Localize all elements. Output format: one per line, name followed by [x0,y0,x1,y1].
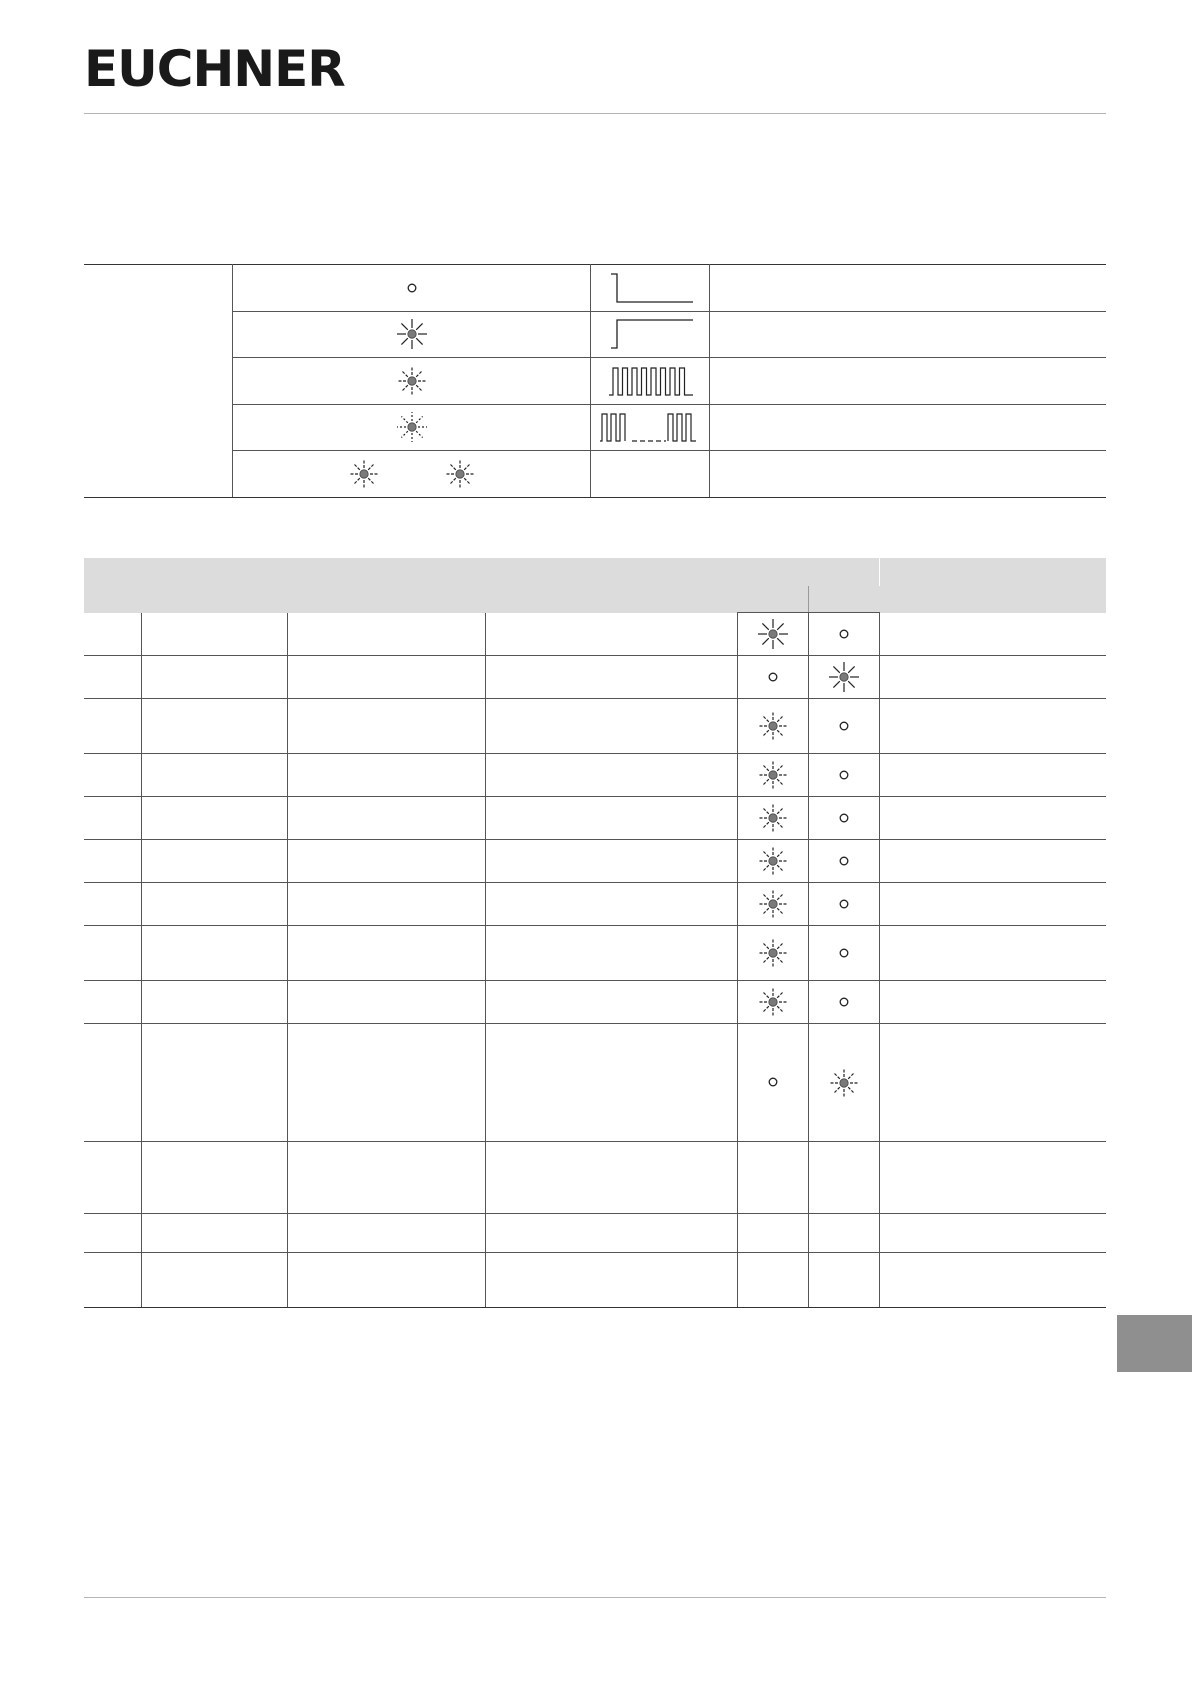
cell-col4 [485,1142,737,1214]
led-off-icon [837,768,851,782]
cell-no [84,883,141,926]
cell-col3 [287,1214,485,1253]
cell-col4 [485,754,737,797]
cell-col4 [485,1024,737,1142]
legend-label-cell [84,265,233,312]
cell-col7 [879,797,1106,840]
header-cell-led-a [737,586,808,613]
header-cell-7 [879,558,1106,613]
cell-col2 [141,754,287,797]
legend-description-cell [710,311,1107,358]
cell-led-a [737,981,808,1024]
cell-no [84,699,141,754]
cell-led-b [808,883,879,926]
cell-led-b [808,1253,879,1308]
led-flash-fast-icon [757,986,789,1018]
cell-led-b [808,797,879,840]
cell-col7 [879,1024,1106,1142]
legend-description-cell [710,451,1107,498]
led-flash-fast-icon [396,365,428,397]
table-row [84,1024,1106,1142]
legend-row [84,451,1106,498]
table-row [84,883,1106,926]
table-row [84,926,1106,981]
table-row [84,1142,1106,1214]
cell-col3 [287,754,485,797]
cell-col3 [287,981,485,1024]
cell-led-a [737,754,808,797]
cell-col7 [879,613,1106,656]
legend-row [84,358,1106,405]
led-off-icon [837,946,851,960]
cell-no [84,1253,141,1308]
cell-col4 [485,1214,737,1253]
led-flash-fast-icon [757,710,789,742]
cell-led-a [737,613,808,656]
footer-rule [84,1597,1106,1598]
header-cell-2 [141,558,287,613]
cell-no [84,797,141,840]
cell-col2 [141,840,287,883]
legend-row [84,311,1106,358]
legend-description-cell [710,358,1107,405]
legend-symbol-cell [233,265,591,312]
led-flash-fast-icon [757,802,789,834]
led-off-icon [837,719,851,733]
cell-led-b [808,926,879,981]
led-off-icon [405,281,419,295]
legend-signal-cell [591,404,710,451]
cell-led-a [737,840,808,883]
signal-pulse-burst-icon [598,410,702,444]
cell-col3 [287,840,485,883]
cell-no [84,1214,141,1253]
led-flash-slow-icon [396,411,428,443]
led-flash-fast-icon [444,458,476,490]
cell-led-a [737,699,808,754]
cell-col4 [485,656,737,699]
cell-col2 [141,1142,287,1214]
cell-col2 [141,926,287,981]
header-cell-led-group [737,558,879,586]
cell-col3 [287,699,485,754]
cell-col3 [287,1024,485,1142]
legend-symbol-cell [233,404,591,451]
legend-row [84,265,1106,312]
table-row [84,656,1106,699]
legend-row [84,404,1106,451]
cell-col4 [485,926,737,981]
cell-led-b [808,1142,879,1214]
cell-col2 [141,1253,287,1308]
table-row [84,754,1106,797]
cell-led-b [808,754,879,797]
table-row [84,840,1106,883]
cell-col2 [141,613,287,656]
signal-pulse-train-icon [603,364,697,398]
cell-led-b [808,840,879,883]
cell-led-a [737,1214,808,1253]
legend-label-cell [84,358,233,405]
cell-led-b [808,656,879,699]
cell-led-a [737,656,808,699]
led-flash-fast-icon [828,1067,860,1099]
cell-col7 [879,926,1106,981]
cell-col2 [141,699,287,754]
cell-col4 [485,613,737,656]
cell-led-b [808,1214,879,1253]
table-row [84,1214,1106,1253]
cell-col7 [879,883,1106,926]
header-cell-3 [287,558,485,613]
cell-led-a [737,1024,808,1142]
led-flash-fast-icon [348,458,380,490]
cell-led-b [808,981,879,1024]
header-cell-1 [84,558,141,613]
cell-col3 [287,656,485,699]
legend-label-cell [84,311,233,358]
led-off-icon [837,811,851,825]
cell-col3 [287,1253,485,1308]
table-row [84,797,1106,840]
table-row [84,699,1106,754]
cell-col3 [287,926,485,981]
cell-col7 [879,656,1106,699]
led-on-icon [396,318,428,350]
cell-led-a [737,883,808,926]
header-cell-led-b [808,586,879,613]
led-flash-fast-icon [757,845,789,877]
led-off-icon [837,627,851,641]
header-rule [84,113,1106,114]
cell-col2 [141,981,287,1024]
cell-col7 [879,754,1106,797]
led-off-icon [837,854,851,868]
legend-symbol-cell [233,358,591,405]
cell-no [84,754,141,797]
table-row [84,613,1106,656]
cell-col4 [485,797,737,840]
cell-no [84,840,141,883]
legend-label-cell [84,451,233,498]
led-off-icon [766,670,780,684]
cell-col3 [287,883,485,926]
cell-col4 [485,981,737,1024]
cell-led-a [737,1142,808,1214]
legend-signal-cell [591,311,710,358]
led-on-icon [828,661,860,693]
table-row [84,1253,1106,1308]
led-flash-fast-icon [757,888,789,920]
legend-signal-cell [591,358,710,405]
legend-signal-cell [591,451,710,498]
cell-no [84,656,141,699]
cell-col3 [287,797,485,840]
cell-col4 [485,699,737,754]
led-off-icon [837,897,851,911]
cell-col2 [141,1214,287,1253]
legend-signal-cell [591,265,710,312]
cell-no [84,981,141,1024]
legend-table [84,264,1106,498]
cell-col2 [141,797,287,840]
cell-no [84,1024,141,1142]
signal-rising-icon [605,317,695,351]
cell-led-b [808,1024,879,1142]
cell-led-b [808,613,879,656]
cell-col7 [879,1142,1106,1214]
cell-col7 [879,699,1106,754]
cell-col7 [879,1253,1106,1308]
cell-col3 [287,1142,485,1214]
cell-no [84,613,141,656]
cell-no [84,926,141,981]
cell-col2 [141,656,287,699]
legend-description-cell [710,404,1107,451]
cell-led-b [808,699,879,754]
header-cell-4 [485,558,737,613]
legend-label-cell [84,404,233,451]
cell-col7 [879,840,1106,883]
page-side-tab [1117,1315,1192,1372]
led-status-table [84,558,1106,1308]
led-off-icon [837,995,851,1009]
cell-led-a [737,797,808,840]
cell-led-a [737,926,808,981]
cell-col4 [485,840,737,883]
legend-symbol-cell [233,311,591,358]
cell-col7 [879,1214,1106,1253]
cell-col3 [287,613,485,656]
led-on-icon [757,618,789,650]
signal-falling-icon [605,271,695,305]
cell-col2 [141,1024,287,1142]
cell-led-a [737,1253,808,1308]
cell-col2 [141,883,287,926]
euchner-logo: EUCHNER [84,40,345,98]
cell-col4 [485,883,737,926]
cell-no [84,1142,141,1214]
led-flash-fast-icon [757,759,789,791]
led-off-icon [766,1075,780,1089]
led-flash-fast-icon [757,937,789,969]
legend-description-cell [710,265,1107,312]
table-row [84,981,1106,1024]
cell-col7 [879,981,1106,1024]
cell-col4 [485,1253,737,1308]
legend-symbol-cell [233,451,591,498]
